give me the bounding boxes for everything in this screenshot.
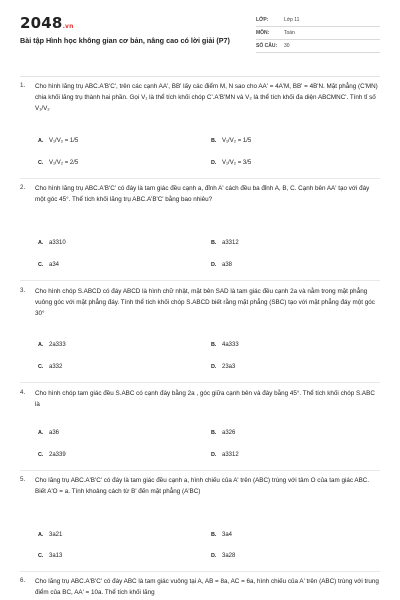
option-c[interactable] <box>38 158 78 168</box>
option-letter: B. <box>211 430 217 436</box>
option-text: 4a333 <box>222 342 239 348</box>
question-text: Cho lăng trụ ABC.A'B'C' có đáy là tam giác đều cạnh a, hình chiếu của A' trên (ABC) trùng với tâm O của tam giác ABC. Biết A'O = a. Tính khoảng cách từ B' đến mặt phẳng (A'BC) <box>35 477 370 495</box>
question-divider <box>20 178 380 179</box>
option-text: V₁/V₂ = 2/5 <box>49 160 79 166</box>
option-letter: C. <box>38 452 44 458</box>
question-text: Cho hình lăng trụ ABC.A'B'C', trên các cạnh AA', BB' lấy các điểm M, N sao cho AA' = 4A'M, BB' = 4B'N. Mặt phẳng (C'MN) chia khối lăng trụ thành hai phần. Gọi V₁ là thể tích khối chóp C'.A'B'MN và V₂ là thể tích khối đa diện ABCMNC'. Tính tỉ số V₁/V₂ <box>35 83 378 112</box>
option-b[interactable] <box>211 340 239 350</box>
option-letter: B. <box>211 240 217 246</box>
question-divider <box>20 470 380 471</box>
option-letter: C. <box>38 364 44 370</box>
option-b[interactable] <box>211 238 239 248</box>
option-b[interactable] <box>211 428 235 438</box>
option-letter: B. <box>211 342 217 348</box>
option-letter: B. <box>211 138 217 144</box>
logo-text: 2048 <box>20 14 63 32</box>
option-c[interactable] <box>38 260 59 270</box>
question-divider <box>20 280 380 281</box>
question-number: 4. <box>20 389 26 396</box>
option-a[interactable] <box>38 428 59 438</box>
meta-value: Toán <box>284 30 295 36</box>
question-text: Cho lăng trụ ABC.A'B'C' có đáy ABC là tam giác vuông tại A, AB = 8a, AC = 6a, hình chiếu của A' trên (ABC) trùng với trung điểm của BC, AA' = 10a. Thể tích khối lăng <box>35 578 379 596</box>
meta-key: MÔN: <box>256 30 270 36</box>
option-text: a38 <box>222 262 233 268</box>
option-c[interactable] <box>38 551 62 561</box>
option-text: a36 <box>49 430 60 436</box>
option-b[interactable] <box>211 136 251 146</box>
option-text: 3a4 <box>222 532 233 538</box>
option-text: 3a21 <box>49 532 63 538</box>
option-text: a3310 <box>49 240 66 246</box>
site-logo[interactable] <box>20 14 74 32</box>
option-letter: D. <box>211 262 217 268</box>
option-text: a326 <box>222 430 236 436</box>
option-letter: D. <box>211 160 217 166</box>
meta-key: SỐ CÂU: <box>256 43 278 49</box>
question-text: Cho hình chóp tam giác đều S.ABC có cạnh đáy bằng 2a , góc giữa cạnh bên và đáy bằng 45°. Thể tích khối chóp S.ABC là <box>35 390 375 408</box>
option-letter: A. <box>38 342 44 348</box>
meta-table <box>256 14 380 53</box>
option-text: a3312 <box>222 240 239 246</box>
option-a[interactable] <box>38 530 62 540</box>
option-letter: D. <box>211 364 217 370</box>
option-a[interactable] <box>38 238 66 248</box>
meta-value: 30 <box>284 43 290 49</box>
option-d[interactable] <box>211 158 251 168</box>
header-divider <box>20 76 380 77</box>
option-text: 3a13 <box>49 553 63 559</box>
option-text: V₁/V₂ = 1/5 <box>222 138 252 144</box>
option-text: 23a3 <box>222 364 236 370</box>
option-letter: A. <box>38 532 44 538</box>
question-text: Cho hình chóp S.ABCD có đáy ABCD là hình chữ nhật, mặt bên SAD là tam giác đều cạnh 2a và nằm trong mặt phẳng vuông góc với mặt phẳng đáy. Tính thể tích khối chóp S.ABCD biết rằng mặt phẳng (SBC) tạo với mặt phẳng đáy một góc 30° <box>35 288 375 317</box>
option-c[interactable] <box>38 362 62 372</box>
question-number: 3. <box>20 287 26 294</box>
option-letter: D. <box>211 553 217 559</box>
option-text: V₁/V₂ = 1/5 <box>49 138 79 144</box>
option-letter: C. <box>38 553 44 559</box>
question-divider <box>20 571 380 572</box>
option-text: 2a339 <box>49 452 66 458</box>
option-text: a3312 <box>222 452 239 458</box>
option-letter: C. <box>38 160 44 166</box>
option-text: 3a28 <box>222 553 236 559</box>
option-letter: A. <box>38 240 44 246</box>
meta-row-count <box>256 40 380 53</box>
option-letter: B. <box>211 532 217 538</box>
option-d[interactable] <box>211 260 232 270</box>
option-b[interactable] <box>211 530 232 540</box>
option-letter: C. <box>38 262 44 268</box>
option-a[interactable] <box>38 136 78 146</box>
question-6 <box>20 577 382 600</box>
option-d[interactable] <box>211 362 235 372</box>
option-text: a332 <box>49 364 63 370</box>
meta-key: LỚP: <box>256 17 269 23</box>
option-d[interactable] <box>211 450 239 460</box>
logo-suffix: .vn <box>62 23 74 30</box>
meta-row-subject <box>256 27 380 40</box>
meta-value: Lớp 11 <box>284 17 300 23</box>
document-header <box>20 12 380 68</box>
option-letter: A. <box>38 138 44 144</box>
option-d[interactable] <box>211 551 235 561</box>
option-text: 2a333 <box>49 342 66 348</box>
option-c[interactable] <box>38 450 66 460</box>
question-number: 2. <box>20 184 26 191</box>
question-divider <box>20 382 380 383</box>
question-number: 1. <box>20 82 26 89</box>
option-text: V₁/V₂ = 3/5 <box>222 160 252 166</box>
option-letter: A. <box>38 430 44 436</box>
meta-row-class <box>256 14 380 27</box>
option-a[interactable] <box>38 340 66 350</box>
option-letter: D. <box>211 452 217 458</box>
question-text: Cho hình lăng trụ ABC.A'B'C' có đáy là tam giác đều cạnh a, đỉnh A' cách đều ba đỉnh A, B, C. Cạnh bên AA' tạo với đáy một góc 45°. Thể tích khối lăng trụ ABC.A'B'C' bằng bao nhiêu? <box>35 185 370 203</box>
option-text: a34 <box>49 262 60 268</box>
document-title: Bài tập Hình học không gian cơ bản, nâng cao có lời giải (P7) <box>20 36 230 45</box>
question-number: 6. <box>20 577 26 584</box>
question-number: 5. <box>20 476 26 483</box>
